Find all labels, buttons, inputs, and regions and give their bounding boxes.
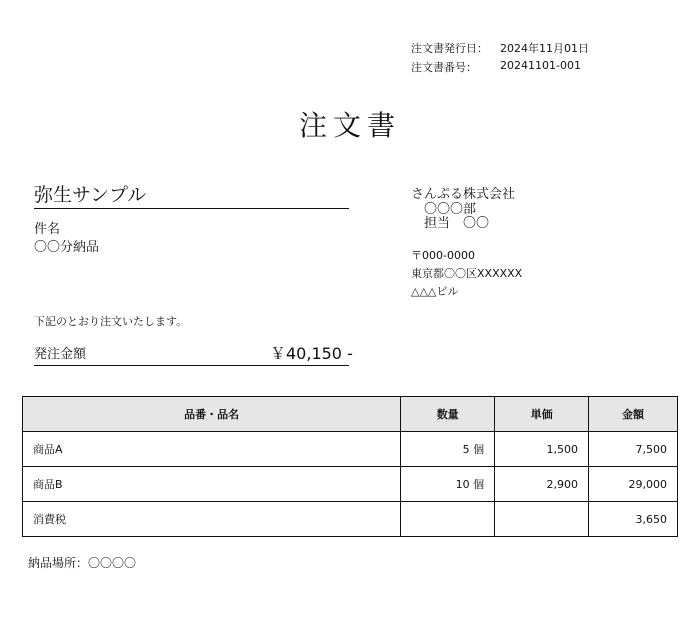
row-unit-price: 1,500 <box>495 432 589 467</box>
header-quantity: 数量 <box>401 397 495 432</box>
header-unit-price: 単価 <box>495 397 589 432</box>
issue-date-label: 注文書発行日： <box>411 42 488 55</box>
customer-underline <box>34 208 349 209</box>
customer-name: 弥生サンプル <box>34 184 147 206</box>
supplier-address: 東京都〇〇区XXXXXX <box>411 267 523 280</box>
supplier-postal: 〒000-0000 <box>411 249 475 262</box>
table-header-row <box>23 397 678 432</box>
delivery-place: 納品場所：〇〇〇〇 <box>28 556 137 570</box>
row-amount: 29,000 <box>589 467 678 502</box>
table-row <box>23 502 678 537</box>
subject-label: 件名 <box>34 222 61 237</box>
supplier-department: 〇〇〇部 <box>424 202 477 217</box>
items-table <box>22 396 678 537</box>
row-item-name: 消費税 <box>23 502 401 537</box>
row-amount: 7,500 <box>589 432 678 467</box>
amount-underline <box>34 365 349 366</box>
row-item-name: 商品B <box>23 467 401 502</box>
row-quantity: 10 個 <box>401 467 495 502</box>
row-quantity <box>401 502 495 537</box>
document-title: 注文書 <box>298 109 401 142</box>
intro-text: 下記のとおり注文いたします。 <box>34 315 188 328</box>
table-row <box>23 467 678 502</box>
issue-date: 2024年11月01日 <box>500 42 589 55</box>
supplier-company: さんぷる株式会社 <box>411 187 516 202</box>
order-amount-value: ￥40,150 - <box>270 344 353 363</box>
supplier-person: 担当 〇〇 <box>424 216 490 231</box>
order-amount-label: 発注金額 <box>34 347 87 362</box>
row-quantity: 5 個 <box>401 432 495 467</box>
row-unit-price: 2,900 <box>495 467 589 502</box>
order-number: 20241101-001 <box>500 59 581 72</box>
row-amount: 3,650 <box>589 502 678 537</box>
order-number-label: 注文書番号： <box>411 61 477 74</box>
row-item-name: 商品A <box>23 432 401 467</box>
header-amount: 金額 <box>589 397 678 432</box>
header-item-name: 品番・品名 <box>23 397 401 432</box>
subject-value: 〇〇分納品 <box>34 240 100 255</box>
row-unit-price <box>495 502 589 537</box>
supplier-building: △△△ビル <box>411 285 459 298</box>
table-row <box>23 432 678 467</box>
